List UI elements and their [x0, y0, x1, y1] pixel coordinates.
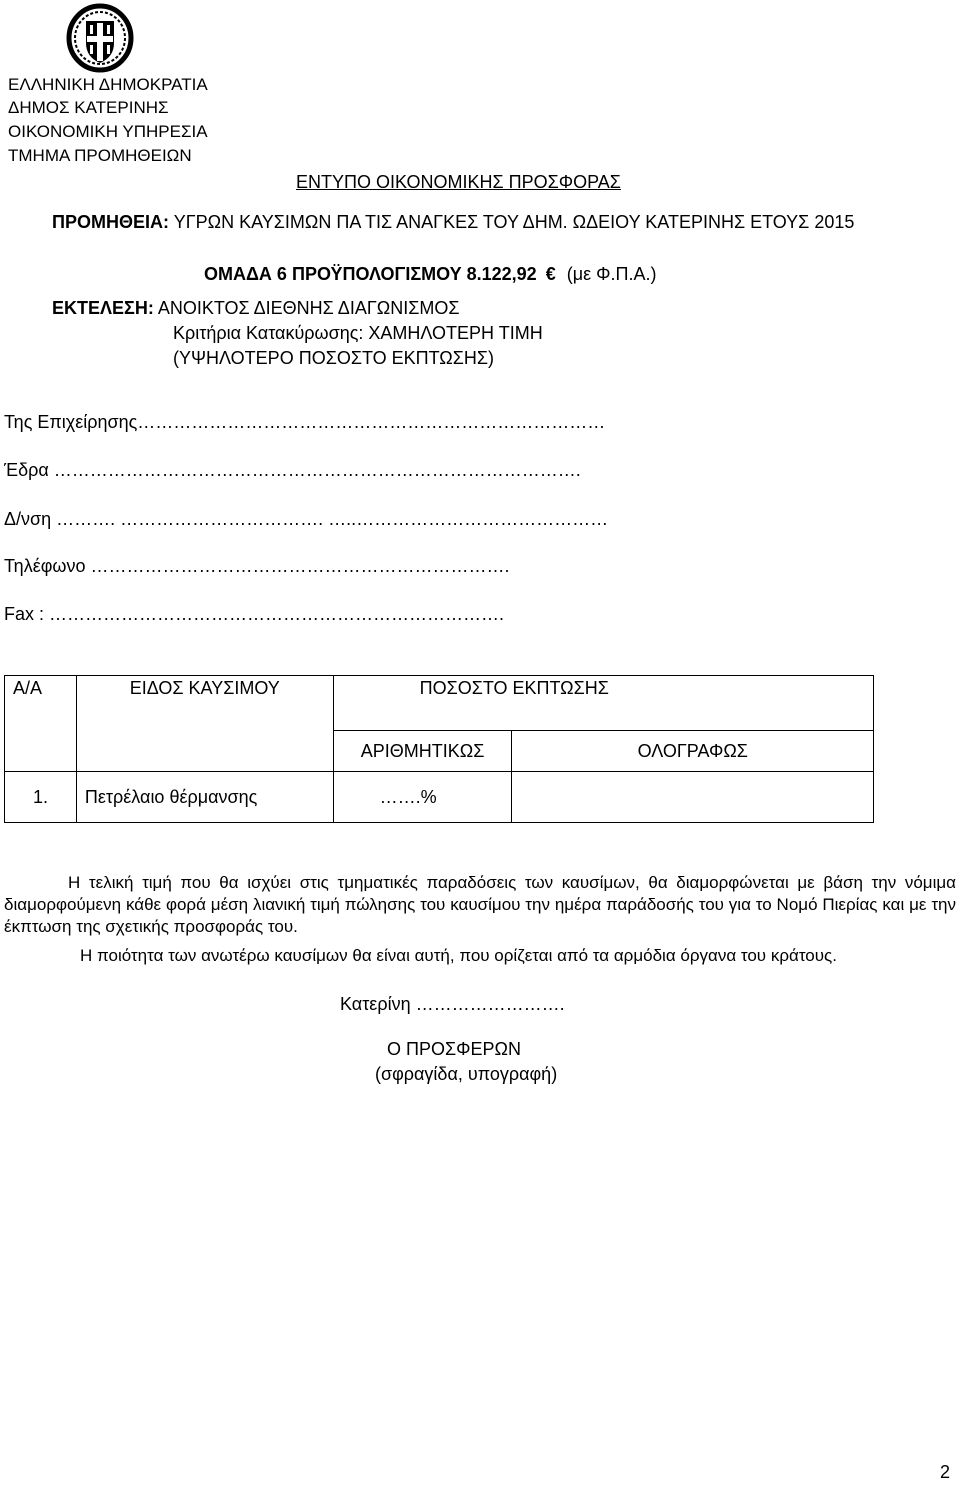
offer-table — [4, 675, 874, 823]
greek-emblem-icon — [66, 3, 134, 73]
euro-icon: € — [545, 264, 556, 284]
place-date: Κατερίνη ……………………. — [340, 994, 565, 1014]
seat-field: Έδρα ……………………………………………………………………………. — [4, 460, 581, 480]
quality-paragraph: Η ποιότητα των ανωτέρω καυσίμων θα είναι αυτή, που ορίζεται από τα αρμόδια όργανα του κράτους. — [80, 946, 837, 965]
col-aa-header: Α/Α — [5, 676, 77, 772]
group-suffix: (με Φ.Π.Α.) — [566, 264, 657, 284]
phone-field: Τηλέφωνο ……………………………………………………………. — [4, 556, 510, 576]
col-type-header: ΕΙΔΟΣ ΚΑΥΣΙΜΟΥ — [76, 676, 333, 772]
procurement-text: ΥΓΡΩΝ ΚΑΥΣΙΜΩΝ ΠΑ ΤΙΣ ΑΝΑΓΚΕΣ ΤΟΥ ΔΗΜ. ΩΔΕΙΟΥ ΚΑΤΕΡΙΝΗΣ ΕΤΟΥΣ 2015 — [173, 212, 855, 232]
group-label: ΟΜΑΔΑ 6 ΠΡΟΫΠΟΛΟΓΙΣΜΟΥ 8.122,92 — [204, 264, 537, 284]
document-title: ΕΝΤΥΠΟ ΟΙΚΟΝΟΜΙΚΗΣ ΠΡΟΣΦΟΡΑΣ — [296, 172, 621, 192]
execution-line — [52, 298, 459, 319]
header-line-municipality: ΔΗΜΟΣ ΚΑΤΕΡΙΝΗΣ — [8, 98, 169, 117]
table-header-row — [5, 676, 874, 731]
criteria-note: (ΥΨΗΛΟΤΕΡΟ ΠΟΣΟΣΤΟ ΕΚΠΤΩΣΗΣ) — [173, 348, 495, 368]
header-line-department: ΤΜΗΜΑ ΠΡΟΜΗΘΕΙΩΝ — [8, 146, 192, 165]
signer-title: Ο ΠΡΟΣΦΕΡΩΝ — [387, 1039, 521, 1059]
address-field: Δ/νση ………. ……………………………. …..…………………………………… — [4, 509, 609, 529]
header-line-service: ΟΙΚΟΝΟΜΙΚΗ ΥΠΗΡΕΣΙΑ — [8, 122, 208, 141]
group-line — [204, 264, 657, 285]
fax-field: Fax : …………………………………………………………………. — [4, 604, 505, 624]
price-paragraph: Η τελική τιμή που θα ισχύει στις τμηματικές παραδόσεις των καυσίμων, θα διαμορφώνεται με βάση την νόμιμα διαμορφούμενη κάθε φορά μέση λιανική τιμή πώλησης του καυσίμου την ημέρα παράδοσής του για το Νομό Πιερίας και με την έκπτωση της σχετικής προσφοράς του. — [4, 873, 956, 936]
col-discount-header: ΠΟΣΟΣΤΟ ΕΚΠΤΩΣΗΣ — [333, 676, 873, 731]
col-written-header: ΟΛΟΓΡΑΦΩΣ — [512, 731, 874, 772]
row-type: Πετρέλαιο θέρμανσης — [76, 772, 333, 823]
row-numeric: …….% — [333, 772, 512, 823]
table-row — [5, 772, 874, 823]
company-field: Της Επιχείρησης…………………………………………………………………… — [4, 412, 606, 432]
execution-label: ΕΚΤΕΛΕΣΗ: — [52, 298, 154, 318]
row-written — [512, 772, 874, 823]
execution-text: ΑΝΟΙΚΤΟΣ ΔΙΕΘΝΗΣ ΔΙΑΓΩΝΙΣΜΟΣ — [157, 298, 460, 318]
procurement-label: ΠΡΟΜΗΘΕΙΑ: — [52, 212, 169, 232]
row-aa: 1. — [5, 772, 77, 823]
page-number: 2 — [940, 1462, 951, 1482]
procurement-line — [52, 212, 854, 233]
signer-note: (σφραγίδα, υπογραφή) — [375, 1064, 558, 1084]
header-line-republic: ΕΛΛΗΝΙΚΗ ΔΗΜΟΚΡΑΤΙΑ — [8, 75, 208, 94]
col-numeric-header: ΑΡΙΘΜΗΤΙΚΩΣ — [333, 731, 512, 772]
criteria-line: Κριτήρια Κατακύρωσης: ΧΑΜΗΛΟΤΕΡΗ ΤΙΜΗ — [173, 323, 543, 343]
